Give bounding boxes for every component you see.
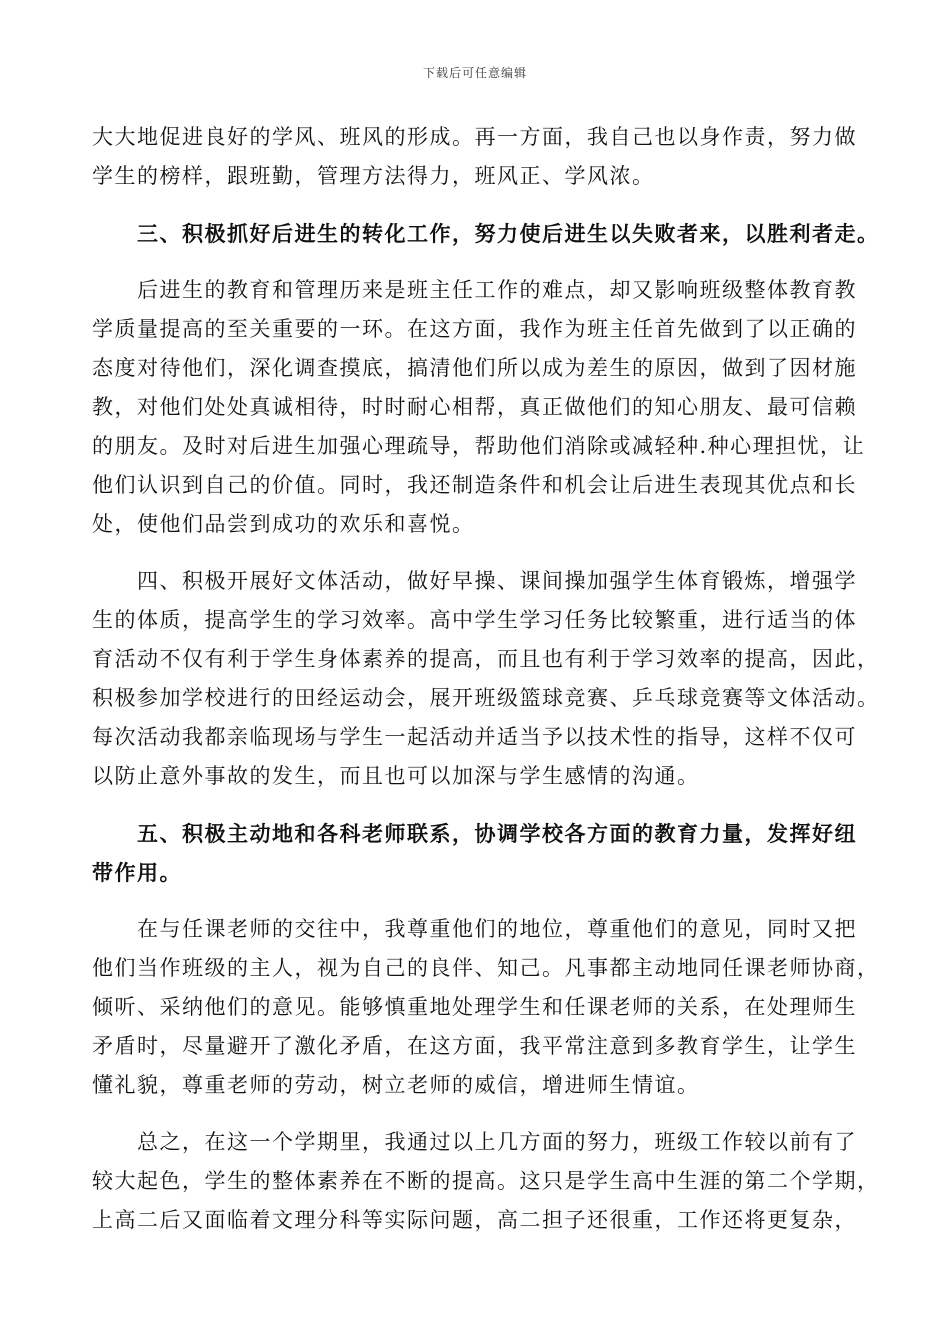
text-line: 在与任课老师的交往中，我尊重他们的地位，尊重他们的意见，同时又把	[137, 917, 857, 941]
text-line: 大大地促进良好的学风、班风的形成。再一方面，我自己也以身作责，努力做	[92, 125, 857, 149]
paragraph-continuation	[92, 118, 862, 196]
text-line: 他们认识到自己的价值。同时，我还制造条件和机会让后进生表现其优点和长	[92, 473, 857, 497]
text-line: 总之，在这一个学期里，我通过以上几方面的努力，班级工作较以前有了	[137, 1130, 857, 1154]
text-line: 较大起色，学生的整体素养在不断的提高。这只是学生高中生涯的第二个学期，	[92, 1169, 880, 1193]
text-line: 上高二后又面临着文理分科等实际问题，高二担子还很重，工作还将更复杂，	[92, 1208, 857, 1232]
text-line: 每次活动我都亲临现场与学生一起活动并适当予以技术性的指导，这样不仅可	[92, 725, 857, 749]
text-line: 三、积极抓好后进生的转化工作，努力使后进生以失败者来，以胜利者走。	[137, 221, 880, 246]
page-header: 下载后可任意编辑	[422, 66, 527, 80]
text-line: 态度对待他们，深化调查摸底，搞清他们所以成为差生的原因，做到了因材施	[92, 356, 857, 380]
document-body	[92, 118, 880, 1240]
text-line: 教，对他们处处真诚相待，时时耐心相帮，真正做他们的知心朋友、最可信赖	[92, 395, 857, 419]
text-line: 他们当作班级的主人，视为自己的良伴、知己。凡事都主动地同任课老师协商，	[92, 956, 880, 980]
text-line: 懂礼貌，尊重老师的劳动，树立老师的威信，增进师生情谊。	[92, 1073, 700, 1097]
paragraph-sports-activities	[92, 562, 880, 796]
text-line: 处，使他们品尝到成功的欢乐和喜悦。	[92, 512, 475, 536]
text-line: 矛盾时，尽量避开了激化矛盾，在这方面，我平常注意到多教育学生，让学生	[92, 1034, 857, 1058]
paragraph-summary	[92, 1123, 880, 1240]
text-line: 学质量提高的至关重要的一环。在这方面，我作为班主任首先做到了以正确的	[92, 317, 857, 341]
text-line: 积极参加学校进行的田经运动会，展开班级篮球竞赛、乒乓球竞赛等文体活动。	[92, 686, 880, 710]
text-line: 四、积极开展好文体活动，做好早操、课间操加强学生体育锻炼，增强学	[137, 569, 857, 593]
text-line: 五、积极主动地和各科老师联系，协调学校各方面的教育力量，发挥好纽	[137, 821, 857, 846]
text-line: 后进生的教育和管理历来是班主任工作的难点，却又影响班级整体教育教	[137, 278, 857, 302]
paragraph-teacher-relations	[92, 910, 880, 1105]
text-line: 以防止意外事故的发生，而且也可以加深与学生感情的沟通。	[92, 764, 700, 788]
text-line: 生的体质，提高学生的学习效率。高中学生学习任务比较繁重，进行适当的体	[92, 608, 857, 632]
section-heading-5	[92, 814, 862, 892]
text-line: 的朋友。及时对后进生加强心理疏导，帮助他们消除或减轻种.种心理担忧，让	[92, 434, 866, 458]
section-heading-3	[92, 214, 880, 253]
text-line: 学生的榜样，跟班勤，管理方法得力，班风正、学风浓。	[92, 164, 655, 188]
text-line: 倾听、采纳他们的意见。能够慎重地处理学生和任课老师的关系，在处理师生	[92, 995, 857, 1019]
paragraph-underachievers	[92, 271, 866, 544]
text-line: 育活动不仅有利于学生身体素养的提高，而且也有利于学习效率的提高，因此，	[92, 647, 880, 671]
text-line: 带作用。	[92, 860, 182, 885]
